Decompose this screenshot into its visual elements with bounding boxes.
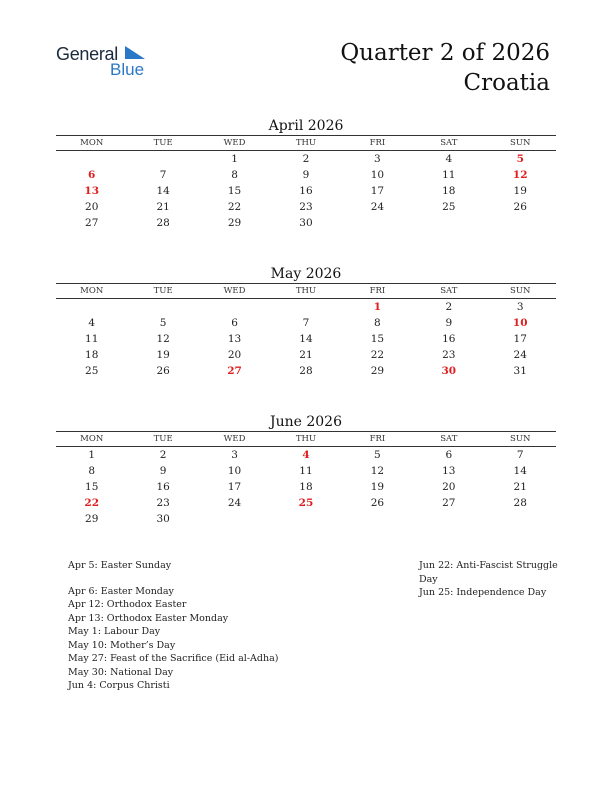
day-cell: 26 (370, 497, 385, 509)
holiday-list-left (68, 559, 368, 693)
week-row (56, 299, 556, 315)
day-cell (413, 511, 484, 527)
week-row (56, 331, 556, 347)
day-cell: 3 (374, 153, 381, 165)
day-cell: 8 (231, 169, 238, 181)
weekday-label: SAT (440, 138, 458, 148)
week-row (56, 495, 556, 511)
week-row (56, 447, 556, 463)
weekday-label: THU (295, 434, 317, 444)
page-title (340, 38, 550, 98)
day-cell: 14 (299, 333, 313, 345)
day-cell: 27 (85, 217, 99, 229)
holiday-day-cell: 13 (84, 185, 100, 197)
weekday-label: MON (80, 434, 104, 444)
day-cell: 5 (159, 317, 167, 329)
weekday-label: MON (80, 138, 104, 148)
holiday-list-right (419, 559, 559, 600)
week-row (56, 183, 556, 199)
day-cell (342, 511, 413, 527)
day-cell: 23 (442, 349, 456, 361)
day-cell: 20 (85, 201, 99, 213)
day-cell: 7 (302, 317, 310, 329)
day-cell: 7 (516, 449, 524, 461)
holiday-entry: May 30: National Day (68, 666, 174, 678)
weekday-label: WED (223, 434, 246, 444)
day-cell: 15 (227, 185, 242, 197)
day-cell: 16 (299, 185, 313, 197)
weekday-label: TUE (153, 286, 173, 296)
holiday-entry: May 27: Feast of the Sacrifice (Eid al-Adha) (68, 653, 279, 664)
day-cell (413, 215, 484, 231)
day-cell: 26 (156, 365, 170, 377)
day-cell: 27 (442, 497, 456, 509)
day-cell: 13 (227, 333, 242, 345)
day-cell: 18 (85, 349, 99, 361)
weekday-label: FRI (369, 286, 386, 296)
day-cell: 21 (156, 201, 170, 213)
month-april (56, 117, 556, 231)
week-row (56, 363, 556, 379)
weekday-label: WED (223, 286, 246, 296)
weekday-header (56, 432, 556, 446)
day-cell: 30 (299, 217, 313, 229)
day-cell (127, 299, 198, 315)
day-cell: 22 (227, 201, 242, 213)
day-cell: 15 (85, 481, 99, 493)
day-cell (485, 215, 556, 231)
day-cell: 12 (370, 465, 385, 477)
holiday-day-cell: 12 (512, 169, 528, 181)
day-cell (56, 299, 127, 315)
day-cell: 25 (85, 365, 99, 377)
holiday-entry: Apr 13: Orthodox Easter Monday (68, 612, 229, 624)
day-cell: 6 (445, 449, 453, 461)
day-cell: 16 (442, 333, 456, 345)
day-cell: 10 (227, 465, 242, 477)
weekday-label: FRI (369, 138, 386, 148)
day-cell: 19 (156, 349, 170, 361)
day-cell: 19 (370, 481, 385, 493)
holiday-day-cell: 30 (441, 365, 457, 377)
day-cell (270, 511, 341, 527)
day-cell: 1 (231, 153, 238, 165)
day-cell (56, 151, 127, 167)
day-cell: 21 (299, 349, 313, 361)
weekday-label: FRI (369, 434, 386, 444)
holiday-day-cell: 27 (227, 365, 242, 377)
day-cell: 24 (227, 497, 242, 509)
day-cell: 24 (513, 349, 527, 361)
day-cell: 4 (88, 317, 96, 329)
holiday-entry: Jun 22: Anti-Fascist Struggle Day (419, 560, 558, 585)
weekday-label: SUN (510, 434, 531, 444)
day-cell (199, 511, 270, 527)
weekday-header (56, 284, 556, 298)
day-cell: 29 (370, 365, 385, 377)
day-cell: 11 (85, 333, 99, 345)
day-cell: 30 (156, 513, 170, 525)
month-may (56, 265, 556, 379)
day-cell: 19 (513, 185, 527, 197)
day-cell: 5 (374, 449, 381, 461)
day-cell: 13 (442, 465, 456, 477)
weekday-label: THU (295, 286, 317, 296)
generalblue-logo (56, 42, 156, 82)
week-row (56, 167, 556, 183)
holiday-entry: Apr 6: Easter Monday (68, 585, 174, 597)
week-row (56, 199, 556, 215)
day-cell: 23 (156, 497, 170, 509)
holiday-day-cell: 6 (88, 169, 96, 181)
week-row (56, 315, 556, 331)
day-cell: 28 (156, 217, 170, 229)
day-cell: 3 (516, 301, 524, 313)
day-cell: 7 (159, 169, 167, 181)
month-title: April 2026 (268, 118, 344, 134)
day-cell (342, 215, 413, 231)
day-cell (270, 299, 341, 315)
holiday-day-cell: 4 (302, 449, 310, 461)
day-cell: 3 (231, 449, 238, 461)
day-cell: 14 (156, 185, 170, 197)
day-cell: 21 (513, 481, 527, 493)
day-cell: 2 (159, 449, 167, 461)
day-cell: 2 (445, 301, 453, 313)
day-cell: 23 (299, 201, 313, 213)
day-cell: 10 (370, 169, 385, 181)
holiday-day-cell: 1 (373, 301, 382, 313)
holiday-entry: Jun 25: Independence Day (419, 587, 547, 598)
logo-blue-text: Blue (110, 60, 145, 79)
day-cell: 16 (156, 481, 170, 493)
day-cell: 24 (370, 201, 385, 213)
day-cell: 18 (442, 185, 456, 197)
day-cell: 11 (442, 169, 456, 181)
weekday-label: SUN (510, 138, 531, 148)
day-cell: 29 (85, 513, 99, 525)
holiday-entry: Jun 4: Corpus Christi (68, 680, 170, 691)
day-cell: 28 (299, 365, 313, 377)
holiday-entry: May 10: Mother’s Day (68, 639, 176, 651)
day-cell: 25 (442, 201, 456, 213)
day-cell: 28 (513, 497, 527, 509)
day-cell: 8 (88, 465, 96, 477)
title-quarter: Quarter 2 of 2026 (340, 40, 550, 66)
holiday-gap (68, 573, 368, 585)
holiday-day-cell: 5 (516, 153, 524, 165)
weekday-label: WED (223, 138, 246, 148)
day-cell (485, 511, 556, 527)
day-cell: 9 (159, 465, 167, 477)
day-cell: 29 (227, 217, 242, 229)
weekday-label: SAT (440, 434, 458, 444)
holiday-entry: Apr 5: Easter Sunday (68, 560, 172, 571)
holiday-day-cell: 25 (298, 497, 314, 509)
day-cell (199, 299, 270, 315)
day-cell: 12 (156, 333, 170, 345)
title-country: Croatia (463, 70, 550, 96)
weekday-label: MON (80, 286, 104, 296)
day-cell: 9 (302, 169, 310, 181)
month-title: June 2026 (269, 414, 342, 430)
day-cell: 6 (231, 317, 238, 329)
day-cell: 20 (442, 481, 456, 493)
day-cell: 4 (445, 153, 453, 165)
logo-general-text: General (56, 44, 118, 64)
week-row (56, 347, 556, 363)
weekday-label: THU (295, 138, 317, 148)
holiday-entry: Apr 12: Orthodox Easter (68, 599, 187, 610)
day-cell: 9 (445, 317, 453, 329)
day-cell: 1 (88, 449, 96, 461)
week-row (56, 463, 556, 479)
day-cell: 17 (370, 185, 385, 197)
holiday-day-cell: 10 (512, 317, 528, 329)
week-row (56, 511, 556, 527)
day-cell: 17 (227, 481, 242, 493)
week-row (56, 215, 556, 231)
day-cell: 8 (374, 317, 381, 329)
day-cell: 18 (299, 481, 313, 493)
weekday-header (56, 136, 556, 150)
day-cell: 11 (299, 465, 313, 477)
day-cell: 22 (370, 349, 385, 361)
weekday-label: TUE (153, 434, 173, 444)
week-row (56, 151, 556, 167)
holiday-entry: May 1: Labour Day (68, 626, 161, 637)
day-cell (127, 151, 198, 167)
day-cell: 17 (513, 333, 527, 345)
day-cell: 15 (370, 333, 385, 345)
month-title: May 2026 (270, 266, 342, 282)
month-june (56, 413, 556, 527)
week-row (56, 479, 556, 495)
day-cell: 20 (227, 349, 242, 361)
weekday-label: SUN (510, 286, 531, 296)
day-cell: 14 (513, 465, 527, 477)
day-cell: 26 (513, 201, 527, 213)
holiday-day-cell: 22 (84, 497, 100, 509)
day-cell: 31 (513, 365, 527, 377)
weekday-label: TUE (153, 138, 173, 148)
day-cell: 2 (302, 153, 310, 165)
weekday-label: SAT (440, 286, 458, 296)
